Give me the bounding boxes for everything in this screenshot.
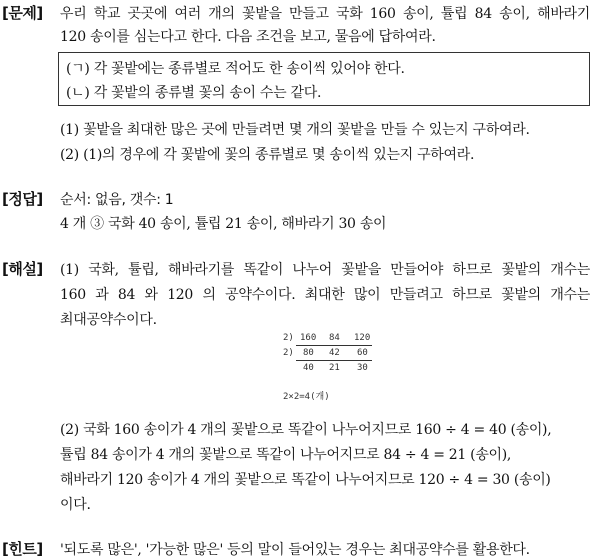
explanation-p1-line-2: 160 과 84 와 120 의 공약수이다. 최대한 많이 만들려고 하므로 꽃밭의 개수는 [60,287,590,303]
conditions-box [58,52,590,106]
division-cell: 80 [303,348,314,358]
answer-line-2: 4 개 ③ 국화 40 송이, 튤립 21 송이, 해바라기 30 송이 [60,216,387,232]
explanation-p2-line-4: 이다. [60,497,91,513]
question-2: (2) (1)의 경우에 각 꽃밭에 꽃의 종류별로 몇 송이씩 있는지 구하여라. [60,147,475,163]
division-cell: 40 [303,363,314,373]
division-cell: 120 [354,333,371,343]
explanation-p1-line-1: (1) 국화, 튤립, 해바라기를 똑같이 나누어 꽃밭을 만들어야 하므로 꽃밭의 개수는 [60,262,590,278]
explanation-p1-line-3: 최대공약수이다. [60,312,157,328]
division-cell: 42 [329,348,340,358]
division-cell: 21 [329,363,340,373]
answer-line-1: 순서: 없음, 갯수: 1 [60,192,174,208]
division-cell: 84 [329,333,340,343]
division-divisor-2: 2) [283,348,294,358]
hint-tag: [힌트] [2,540,43,558]
condition-b: (ㄴ) 각 꽃밭의 종류별 꽃의 송이 수는 같다. [66,85,322,101]
division-line-2 [296,360,372,361]
division-divisor-1: 2) [283,333,294,343]
problem-tag: [문제] [2,4,43,22]
question-1: (1) 꽃밭을 최대한 많은 곳에 만들려면 몇 개의 꽃밭을 만들 수 있는지 구하여라. [60,122,530,138]
condition-a: (ㄱ) 각 꽃밭에는 종류별로 적어도 한 송이씩 있어야 한다. [66,61,405,77]
division-result: 2×2=4(개) [283,392,330,402]
answer-tag: [정답] [2,190,43,208]
hint-text: '되도록 많은', '가능한 많은' 등의 말이 들어있는 경우는 최대공약수를 활용한다. [60,542,530,558]
explanation-p2-line-1: (2) 국화 160 송이가 4 개의 꽃밭으로 똑같이 나누어지므로 160 ÷ 4 = 40 (송이), [60,422,552,438]
explanation-p2-line-3: 해바라기 120 송이가 4 개의 꽃밭으로 똑같이 나누어지므로 120 ÷ 4 = 30 (송이) [60,472,551,488]
division-cell: 60 [357,348,368,358]
division-cell: 30 [357,363,368,373]
division-cell: 160 [300,333,317,343]
explanation-tag: [해설] [2,260,43,278]
division-line-1 [296,345,372,346]
explanation-p2-line-2: 튤립 84 송이가 4 개의 꽃밭으로 똑같이 나누어지므로 84 ÷ 4 = 21 (송이), [60,447,512,463]
problem-line-1: 우리 학교 곳곳에 여러 개의 꽃밭을 만들고 국화 160 송이, 튤립 84 송이, 해바라기 [60,6,590,22]
problem-line-2: 120 송이를 심는다고 한다. 다음 조건을 보고, 물음에 답하여라. [60,29,436,45]
